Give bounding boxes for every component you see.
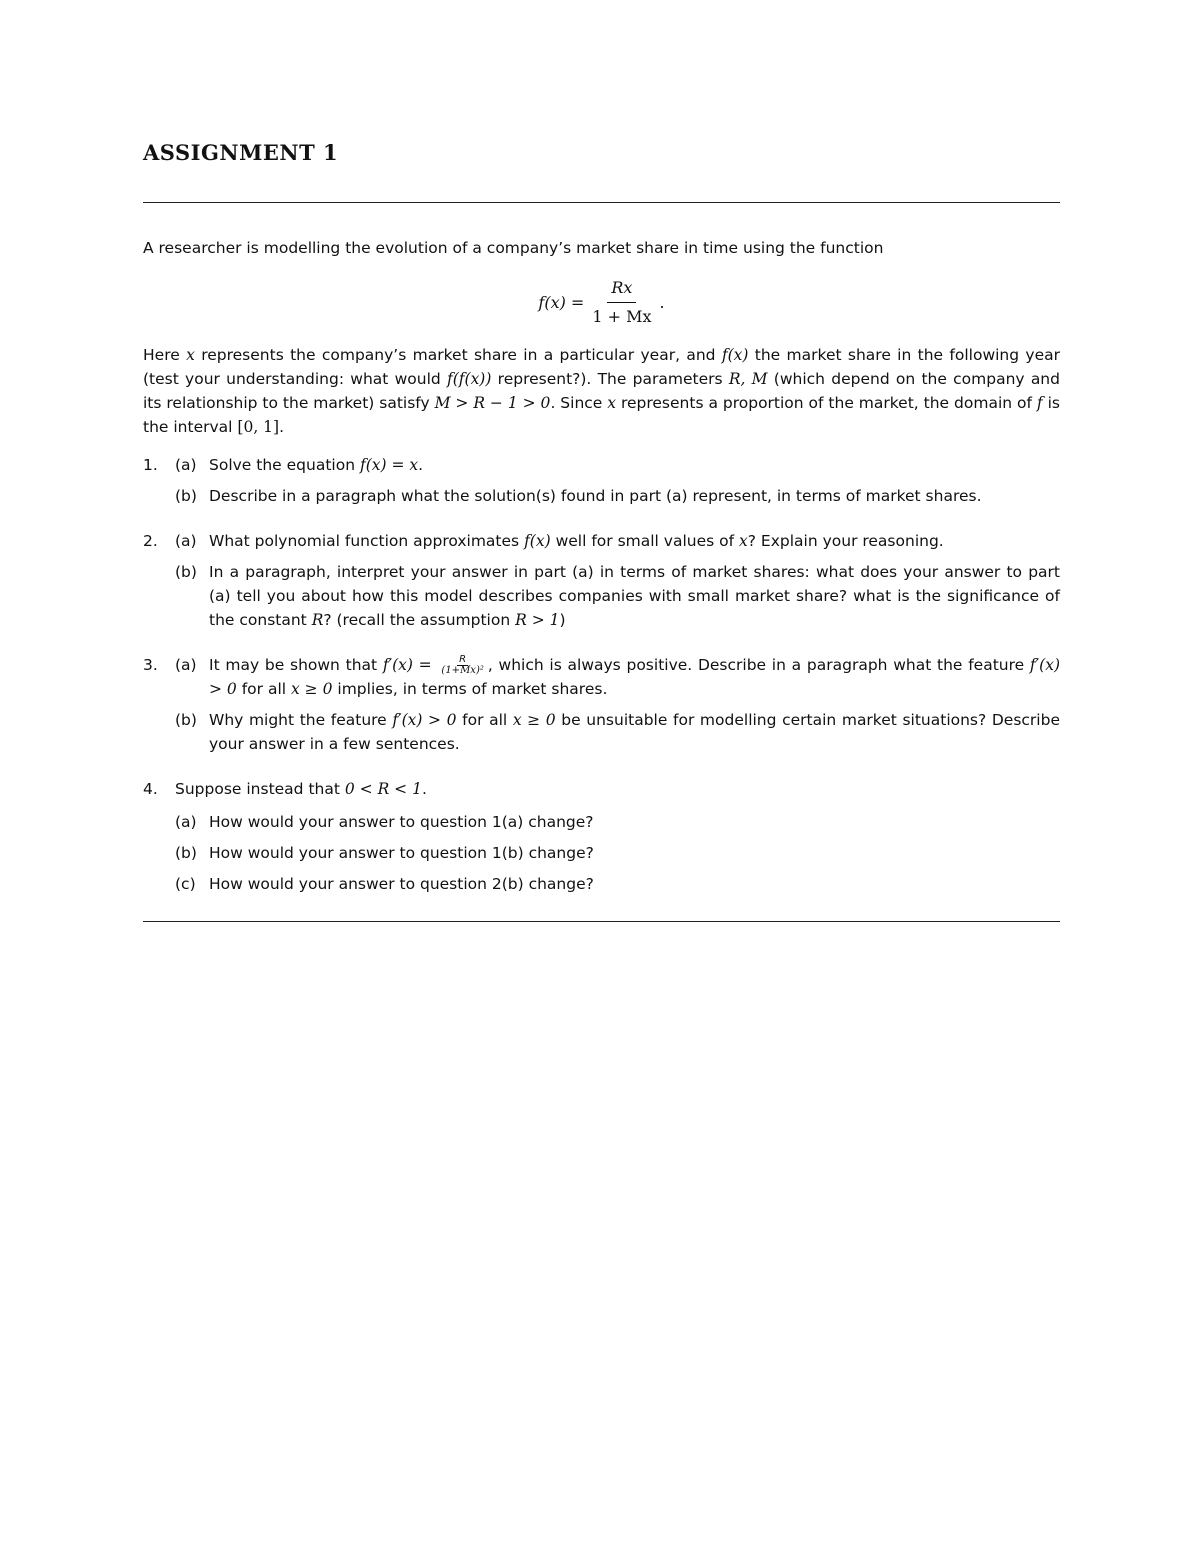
part-label: (b) — [175, 563, 197, 581]
part-label: (a) — [175, 456, 197, 474]
equation-fraction — [588, 276, 655, 329]
part-label: (a) — [175, 532, 197, 550]
part-text: Suppose instead that — [175, 780, 340, 798]
part-text: ) — [559, 611, 566, 629]
para-text: represent?). The parameters — [497, 370, 723, 388]
derivative-fraction — [439, 655, 485, 676]
question-number: 1. — [143, 456, 158, 474]
part-text: ? (recall the assumption — [323, 611, 511, 629]
para-text: . — [279, 418, 285, 436]
math-inequality: x ≥ 0 — [291, 680, 333, 698]
math-f: f — [1036, 394, 1043, 412]
math-inequality: x ≥ 0 — [512, 711, 556, 729]
top-rule — [143, 202, 1060, 203]
question-number: 2. — [143, 532, 158, 550]
question-2 — [143, 529, 1060, 639]
question-4-stem — [175, 777, 1060, 801]
math-ffx: f(f(x)) — [447, 370, 492, 388]
part-text: implies, in terms of market shares. — [337, 680, 608, 698]
part-label: (a) — [175, 813, 197, 831]
part-text: well for small values of — [555, 532, 735, 550]
question-3b — [175, 708, 1060, 756]
part-text: Why might the feature — [209, 711, 387, 729]
page-title: ASSIGNMENT 1 — [143, 140, 339, 165]
question-4b — [175, 841, 1060, 865]
part-text: It may be shown that — [209, 656, 378, 674]
math-inequality: f′(x) > 0 — [209, 656, 1061, 698]
part-text: Describe in a paragraph what the solution(s) found in part (a) represent, in terms of market shares. — [209, 487, 982, 505]
equation-lhs: f(x) = — [538, 292, 585, 312]
assignment-body — [143, 236, 1060, 903]
part-label: (b) — [175, 844, 197, 862]
fraction-numerator: R — [459, 654, 467, 665]
para-text: represents the company’s market share in a particular year, and — [201, 346, 716, 364]
equation-denominator: 1 + Mx — [592, 307, 652, 326]
part-text: Solve the equation — [209, 456, 356, 474]
question-1 — [143, 453, 1060, 515]
math-fx: f(x) — [721, 346, 749, 364]
part-label: (b) — [175, 711, 197, 729]
question-4a — [175, 810, 1060, 834]
part-text: for all — [462, 711, 508, 729]
question-4 — [143, 777, 1060, 903]
part-label: (a) — [175, 656, 197, 674]
question-number: 3. — [143, 656, 158, 674]
math-x: x — [739, 532, 748, 550]
display-equation — [143, 276, 1060, 329]
part-label: (b) — [175, 487, 197, 505]
question-2b — [175, 560, 1060, 632]
math-x: x — [607, 394, 617, 412]
part-text: be unsuitable for modelling certain market situations? Describe your answer in a few sentences. — [209, 711, 1060, 753]
question-1b — [175, 484, 1060, 508]
fraction-denominator: (1+Mx)² — [441, 665, 484, 676]
question-number: 4. — [143, 780, 158, 798]
math-interval: [0, 1] — [237, 418, 280, 436]
para-text: . Since — [550, 394, 603, 412]
part-text: How would your answer to question 2(b) change? — [209, 875, 594, 893]
math-equation: f(x) = x — [359, 456, 419, 474]
question-3a — [175, 653, 1060, 701]
part-text: In a paragraph, interpret your answer in part (a) in terms of market shares: what does your answer to part (a) tell you about how this model describes companies with small market share? what is the significance of the constant — [209, 563, 1060, 629]
math-inequality: M > R − 1 > 0 — [434, 394, 551, 412]
part-text: . — [418, 456, 424, 474]
bottom-rule — [143, 921, 1060, 922]
context-paragraph — [143, 343, 1060, 439]
part-text: ? Explain your reasoning. — [747, 532, 944, 550]
math-inequality: R > 1 — [515, 611, 560, 629]
question-2a — [175, 529, 1060, 553]
question-4c — [175, 872, 1060, 896]
question-1a — [175, 453, 1060, 477]
part-text: for all — [241, 680, 287, 698]
part-text: . — [421, 780, 427, 798]
part-text: How would your answer to question 1(a) change? — [209, 813, 594, 831]
intro-text: A researcher is modelling the evolution of a company’s market share in time using the function — [143, 239, 884, 257]
equation-period: . — [659, 292, 665, 312]
part-label: (c) — [175, 875, 196, 893]
part-text: , which is always positive. Describe in a paragraph what the feature — [487, 656, 1025, 674]
para-text: Here — [143, 346, 180, 364]
math-rm: R, M — [728, 370, 768, 388]
math-fx: f(x) — [524, 532, 551, 550]
para-text: (which depend on the company and its relationship to the market) satisfy — [143, 370, 1060, 412]
math-x: x — [186, 346, 195, 364]
math-inequality: f′(x) > 0 — [392, 711, 457, 729]
math-inequality: 0 < R < 1 — [344, 780, 422, 798]
equation-numerator: Rx — [607, 276, 636, 303]
para-text: the market share in the following year (test your understanding: what would — [143, 346, 1061, 388]
para-text: is the interval — [143, 394, 1060, 436]
math-r: R — [311, 611, 324, 629]
part-text: How would your answer to question 1(b) change? — [209, 844, 594, 862]
part-text: What polynomial function approximates — [209, 532, 520, 550]
question-3 — [143, 653, 1060, 763]
math-derivative: f′(x) = — [382, 656, 432, 674]
para-text: represents a proportion of the market, the domain of — [620, 394, 1032, 412]
